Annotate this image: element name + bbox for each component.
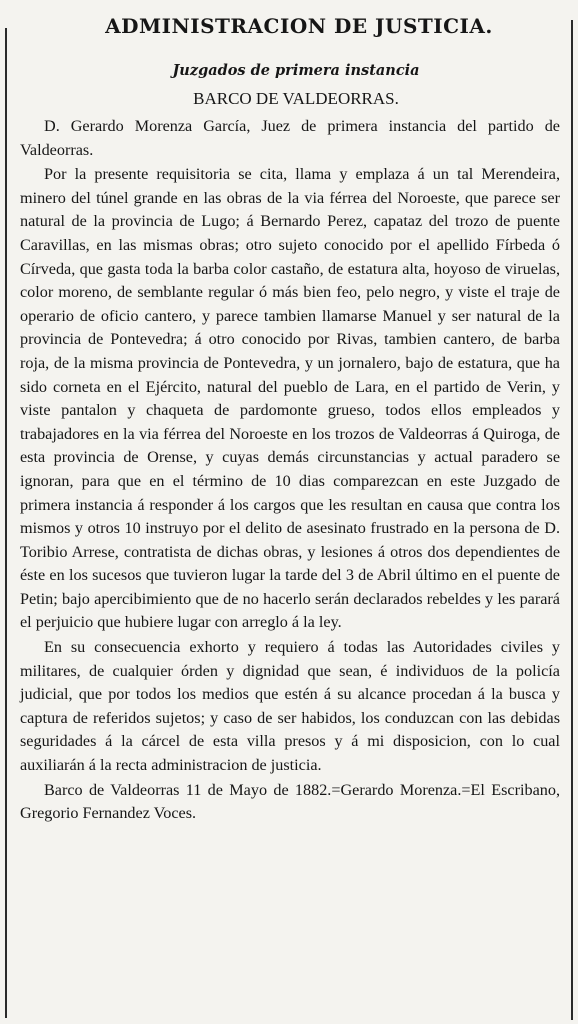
column-rule-right <box>571 20 573 1020</box>
newspaper-column <box>20 14 560 826</box>
location-heading: BARCO DE VALDEORRAS. <box>193 89 399 108</box>
section-heading: ADMINISTRACION DE JUSTICIA. <box>105 14 493 38</box>
paragraph-judge: D. Gerardo Morenza García, Juez de primera instancia del partido de Valdeorras. <box>20 117 560 159</box>
paragraph-signature: Barco de Valdeorras 11 de Mayo de 1882.=Gerardo Morenza.=El Escribano, Gregorio Fernandez Voces. <box>20 780 560 823</box>
paragraph-exhorto: En su consecuencia exhorto y requiero á todas las Autoridades civiles y militares, de cualquier órden y dignidad que sean, é individuos de la policía judicial, que por todos los medios que estén á su alcance procedan á la busca y captura de referidos sujetos; y caso de ser habidos, los conduzcan con las debidas seguridades á la cárcel de esta villa presos y á mi disposicion, con lo cual auxiliarán á la recta administracion de justicia. <box>20 638 560 775</box>
paragraph-requisitoria: Por la presente requisitoria se cita, llama y emplaza á un tal Merendeira, minero del túnel grande en las obras de la via férrea del Noroeste, que parece ser natural de la provincia de Lugo; á Bernardo Perez, capataz del trozo de puente Caravillas, en las mismas obras; otro sujeto conocido por el apellido Fírbeda ó Círveda, que gasta toda la barba color castaño, de estatura alta, hoyoso de viruelas, color moreno, de semblante regular ó más bien feo, pelo negro, y viste el traje de operario de oficio cantero, y parece tambien llamarse Manuel y ser natural de la provincia de Pontevedra; á otro conocido por Rivas, tambien cantero, de barba roja, de la misma provincia de Pontevedra, y un jornalero, bajo de estatura, que ha sido corneta en el Ejército, natural del pueblo de Lara, en el partido de Verin, y viste pantalon y chaqueta de pardomonte grueso, todos ellos empleados y trabajadores en la via férrea del Noroeste en los trozos de Valdeorras á Quiroga, de esta provincia de Orense, y cuyas demás circunstancias y actual paradero se ignoran, para que en el término de 10 dias comparezcan en este Juzgado de primera instancia á responder á los cargos que les resultan en causa que contra los mismos y otros 10 instruyo por el delito de asesinato frustrado en la persona de D. Toribio Arrese, contratista de dichas obras, y lesiones á otros dos dependientes de éste en los sucesos que tuvieron lugar la tarde del 3 de Abril último en el puente de Petin; bajo apercibimiento que de no hacerlo serán declarados rebeldes y les parará el perjuicio que hubiere lugar con arreglo á la ley. <box>20 165 560 632</box>
column-rule-left <box>5 28 7 1018</box>
subsection-heading: Juzgados de primera instancia <box>172 62 420 79</box>
